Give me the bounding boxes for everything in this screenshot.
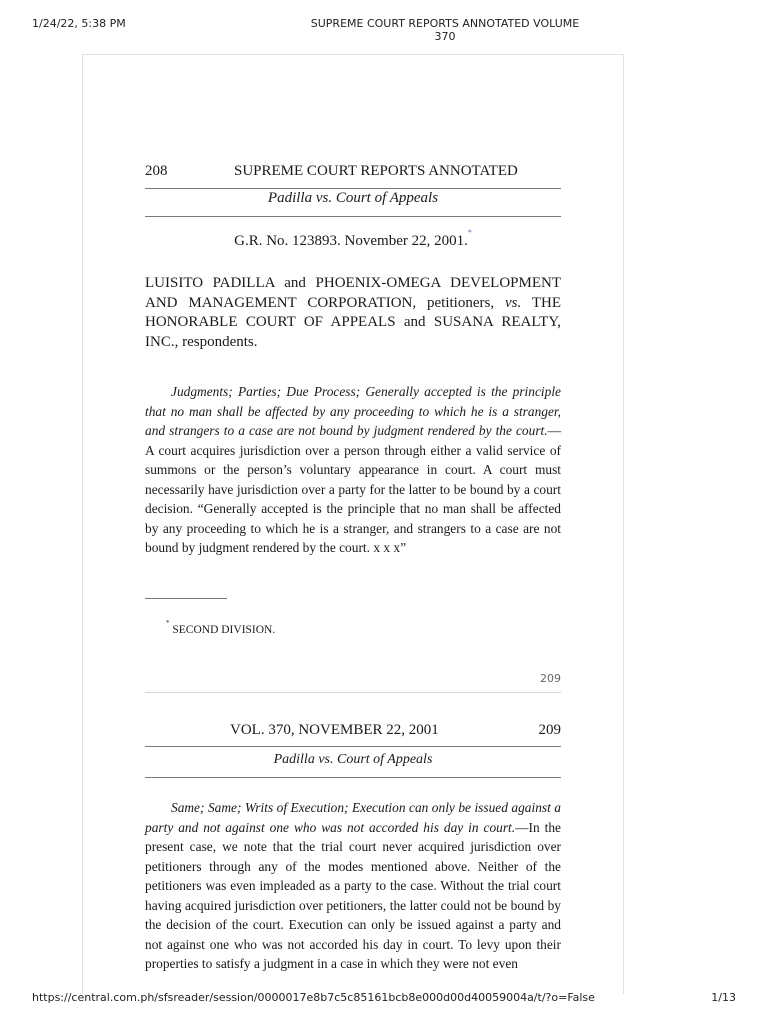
case-title: Padilla vs. Court of Appeals — [273, 752, 433, 767]
syllabus-paragraph — [145, 382, 561, 558]
print-page-count: 1/13 — [711, 991, 736, 1004]
syllabus-body: —A court acquires jurisdiction over a person through either a valid service of summons or the person’s voluntary appearance in court. A court must necessarily have jurisdiction over a party for the latter to be bound by a court decision. “Generally accepted is the principle that no man shall be affected by any proceeding to which he is a stranger, and strangers to a case are not bound by judgment rendered by the court. x x x” — [145, 423, 561, 555]
page-header-208 — [145, 163, 561, 183]
print-doc-title: SUPREME COURT REPORTS ANNOTATED VOLUME 370 — [310, 17, 580, 43]
syllabus-heading: Judgments; Parties; Due Process; Generally accepted is the principle that no man shall be affected by any proceeding to which he is a stranger, and strangers to a case are not bound by judgment rendered by the court. — [145, 384, 561, 438]
parties-vs: vs. — [504, 294, 522, 311]
print-header — [0, 14, 768, 43]
header-rule — [145, 188, 561, 189]
footnote-marker: * — [166, 619, 170, 627]
parties-text: THE HONORABLE COURT OF APPEALS and SUSANA REALTY, INC., respondents. — [145, 294, 561, 350]
footnote-link[interactable]: * — [467, 228, 472, 237]
case-parties — [145, 274, 561, 352]
page-header-209 — [145, 722, 561, 742]
footnote-rule — [145, 598, 227, 599]
running-title: SUPREME COURT REPORTS ANNOTATED — [234, 163, 518, 179]
running-title: VOL. 370, NOVEMBER 22, 2001 — [230, 722, 439, 738]
syllabus-heading: Same; Same; Writs of Execution; Execution can only be issued against a party and not against one who was not accorded his day in court. — [145, 800, 561, 835]
footnote — [166, 619, 276, 636]
syllabus-body: —In the present case, we note that the trial court never acquired jurisdiction over petitioners through any of the modes mentioned above. Neither of the petitioners was even impleaded as a party to the case. Without the trial court having acquired jurisdiction over petitioners, the latter could not be bound by the decision of the court. Execution can only be issued against a party and not against one who was not accorded his day in court. To levy upon their properties to satisfy a judgment in a case in which they were not even — [145, 819, 561, 971]
page-number: 209 — [538, 722, 561, 738]
page-marker: 209 — [540, 672, 561, 685]
header-rule — [145, 746, 561, 747]
syllabus-paragraph — [145, 798, 561, 974]
print-url: https://central.com.ph/sfsreader/session/0000017e8b7c5c85161bcb8e000d00d40059004a/t/?o=False — [32, 991, 595, 1004]
page-number: 208 — [145, 163, 168, 179]
page-break-rule — [145, 692, 561, 693]
case-title: Padilla vs. Court of Appeals — [267, 190, 439, 206]
gr-number-line — [145, 228, 561, 250]
gr-number: G.R. No. 123893. November 22, 2001. — [234, 233, 468, 249]
print-datetime: 1/24/22, 5:38 PM — [32, 17, 126, 30]
parties-text: LUISITO PADILLA and PHOENIX-OMEGA DEVELOPMENT AND MANAGEMENT CORPORATION, petitioners, — [145, 275, 561, 311]
print-footer — [0, 991, 768, 1011]
header-rule — [145, 216, 561, 217]
header-rule — [145, 777, 561, 778]
footnote-text: SECOND DIVISION. — [172, 623, 276, 636]
